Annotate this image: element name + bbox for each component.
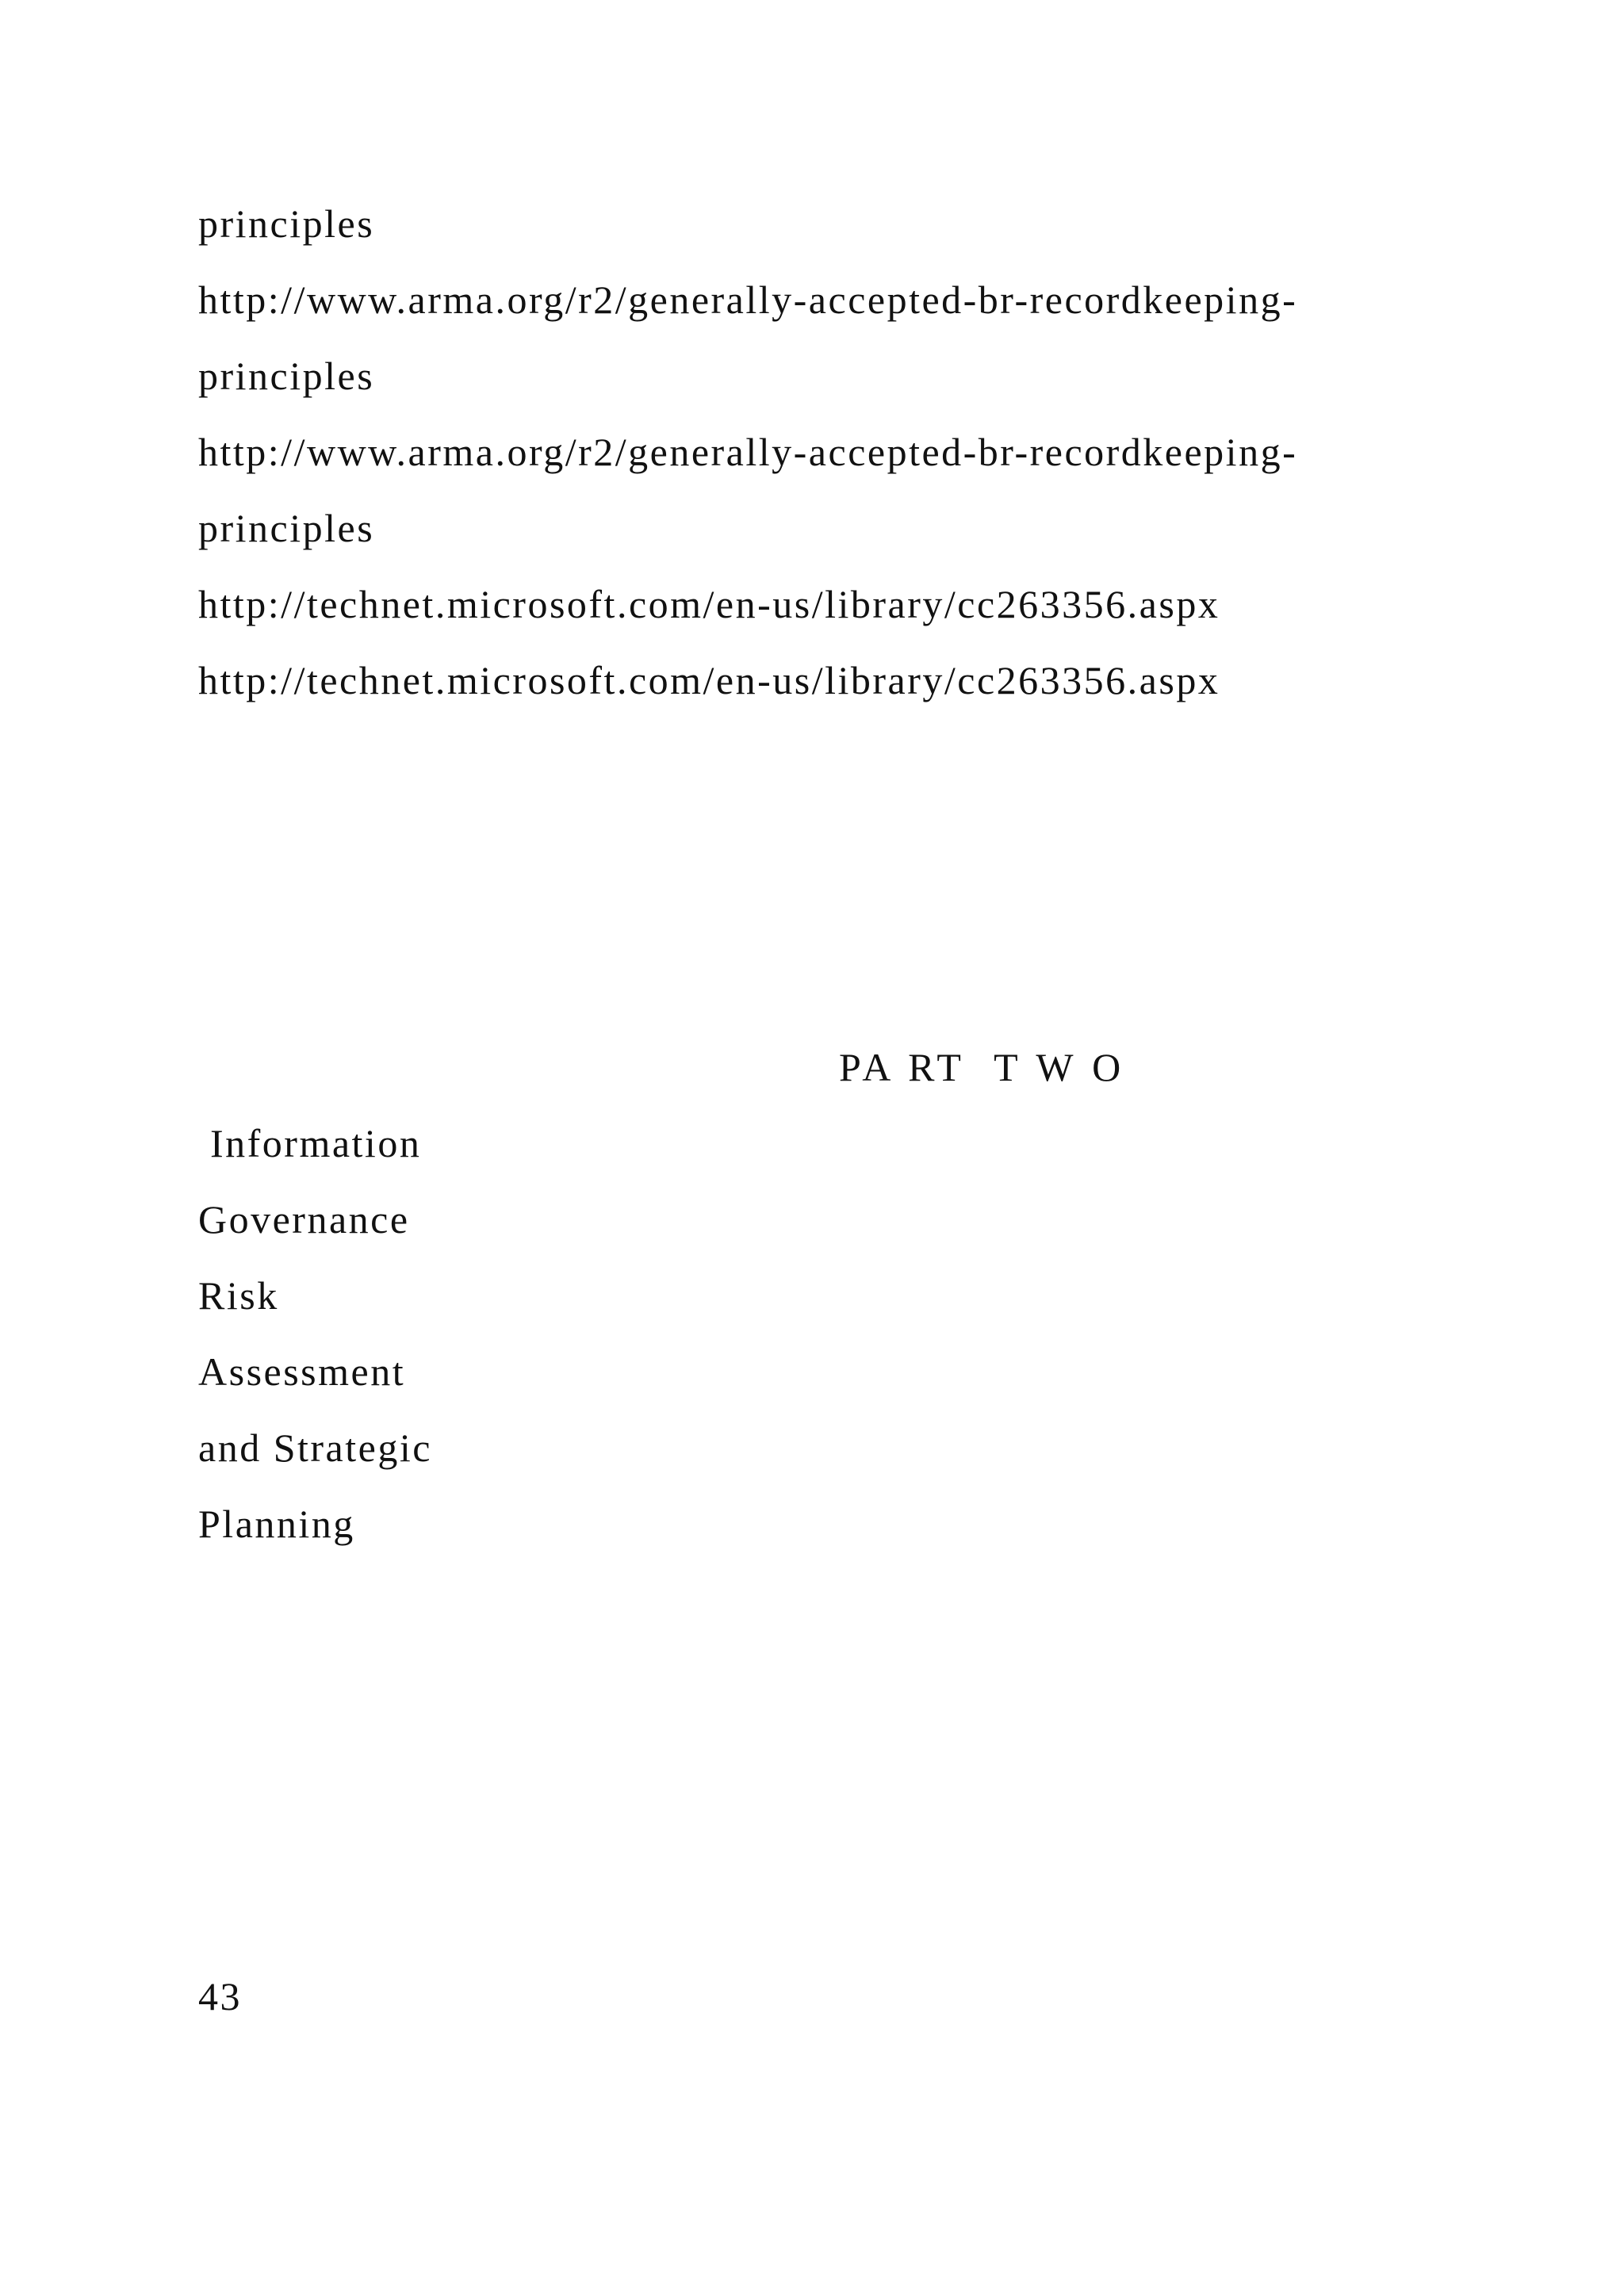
part-heading: PA RT T W O [839,1045,1126,1089]
reference-url: http://www.arma.org/r2/generally-accepted-br-recordkeeping- [198,277,1298,322]
part-title-line: Governance [198,1197,410,1242]
reference-url: http://technet.microsoft.com/en-us/library/cc263356.aspx [198,582,1220,626]
reference-line: principles [198,201,375,246]
reference-line: principles [198,506,375,550]
page-number: 43 [198,1974,242,2019]
reference-url: http://www.arma.org/r2/generally-accepted-br-recordkeeping- [198,430,1298,474]
reference-line: principles [198,354,375,398]
part-title-line: Assessment [198,1349,406,1394]
part-title-line: Planning [198,1502,355,1546]
part-title-line: and Strategic [198,1425,432,1470]
part-title-line: Information [198,1121,422,1165]
part-title-line: Risk [198,1273,279,1318]
reference-url: http://technet.microsoft.com/en-us/library/cc263356.aspx [198,658,1220,702]
